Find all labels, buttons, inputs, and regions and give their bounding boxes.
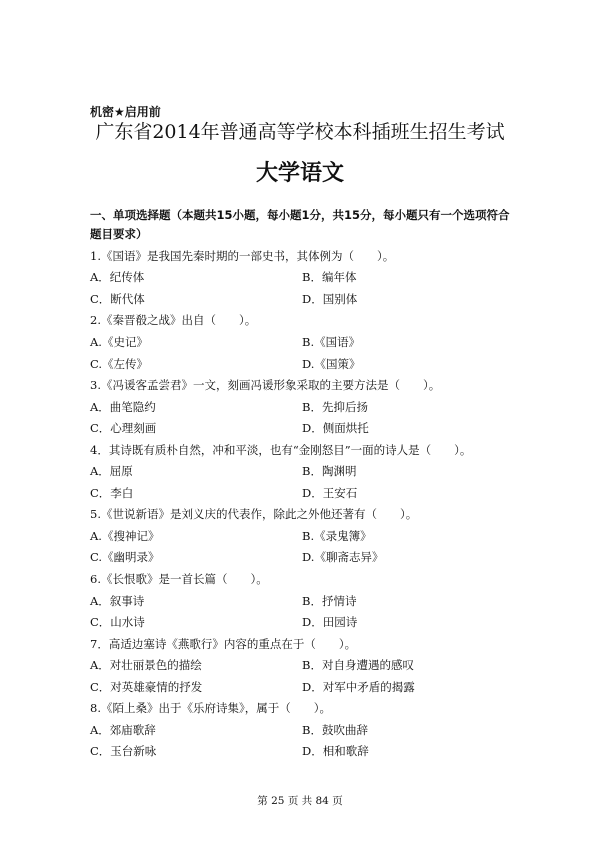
option-d: D.《国策》 <box>302 356 361 371</box>
option-a: A．屈原 <box>90 464 133 479</box>
option-d: D．对军中矛盾的揭露 <box>302 679 415 694</box>
option-d: D．田园诗 <box>302 615 358 630</box>
question-list <box>90 245 520 762</box>
question-1 <box>90 245 520 310</box>
option-c: C．断代体 <box>90 291 145 306</box>
option-c: C．对英雄豪情的抒发 <box>90 679 203 694</box>
question-stem: 2.《秦晋殽之战》出自（ ）。 <box>90 313 257 328</box>
page-number: 第 25 页 共 84 页 <box>257 795 343 807</box>
option-c: C．玉台新咏 <box>90 744 157 759</box>
option-c: C.《幽明录》 <box>90 550 160 565</box>
option-b: B．陶渊明 <box>302 464 357 479</box>
option-c: C．山水诗 <box>90 615 145 630</box>
option-b: B．先抑后扬 <box>302 399 368 414</box>
question-3 <box>90 374 520 439</box>
section-heading: 一、单项选择题（本题共15小题，每小题1分，共15分，每小题只有一个选项符合题目要求） <box>90 208 510 241</box>
option-b: B．编年体 <box>302 270 357 285</box>
option-a: A．曲笔隐约 <box>90 399 156 414</box>
question-2 <box>90 310 520 375</box>
option-d: D．王安石 <box>302 485 358 500</box>
option-a: A．纪传体 <box>90 270 145 285</box>
option-b: B．抒情诗 <box>302 593 357 608</box>
option-a: A．郊庙歌辞 <box>90 722 156 737</box>
option-b: B.《录鬼簿》 <box>302 528 372 543</box>
option-d: D．国别体 <box>302 291 358 306</box>
question-stem: 4．其诗既有质朴自然，冲和平淡，也有“金刚怒目”一面的诗人是（ ）。 <box>90 442 472 457</box>
question-5 <box>90 504 520 569</box>
question-7 <box>90 633 520 698</box>
question-stem: 8.《陌上桑》出于《乐府诗集》，属于（ ）。 <box>90 701 331 716</box>
option-c: C.《左传》 <box>90 356 149 371</box>
subject-title: 大学语文 <box>255 161 344 186</box>
option-a: A.《史记》 <box>90 334 148 349</box>
question-stem: 6.《长恨歌》是一首长篇（ ）。 <box>90 571 268 586</box>
option-a: A．叙事诗 <box>90 593 145 608</box>
option-d: D．相和歌辞 <box>302 744 369 759</box>
option-b: B.《国语》 <box>302 334 361 349</box>
option-d: D.《聊斋志异》 <box>302 550 384 565</box>
question-8 <box>90 697 520 762</box>
confidential-label: 机密★启用前 <box>90 105 161 119</box>
option-d: D．侧面烘托 <box>302 421 369 436</box>
question-stem: 1.《国语》是我国先秦时期的一部史书，其体例为（ ）。 <box>90 248 395 263</box>
option-a: A.《搜神记》 <box>90 528 160 543</box>
question-stem: 5.《世说新语》是刘义庆的代表作，除此之外他还著有（ ）。 <box>90 507 418 522</box>
option-b: B．鼓吹曲辞 <box>302 722 368 737</box>
question-4 <box>90 439 520 504</box>
option-c: C．李白 <box>90 485 134 500</box>
option-c: C．心理刻画 <box>90 421 157 436</box>
question-stem: 3.《冯谖客孟尝君》一文，刻画冯谖形象采取的主要方法是（ ）。 <box>90 378 441 393</box>
question-stem: 7．高适边塞诗《燕歌行》内容的重点在于（ ）。 <box>90 636 357 651</box>
exam-title: 广东省2014年普通高等学校本科插班生招生考试 <box>95 121 505 143</box>
question-6 <box>90 568 520 633</box>
option-a: A．对壮丽景色的描绘 <box>90 658 202 673</box>
option-b: B．对自身遭遇的感叹 <box>302 658 414 673</box>
